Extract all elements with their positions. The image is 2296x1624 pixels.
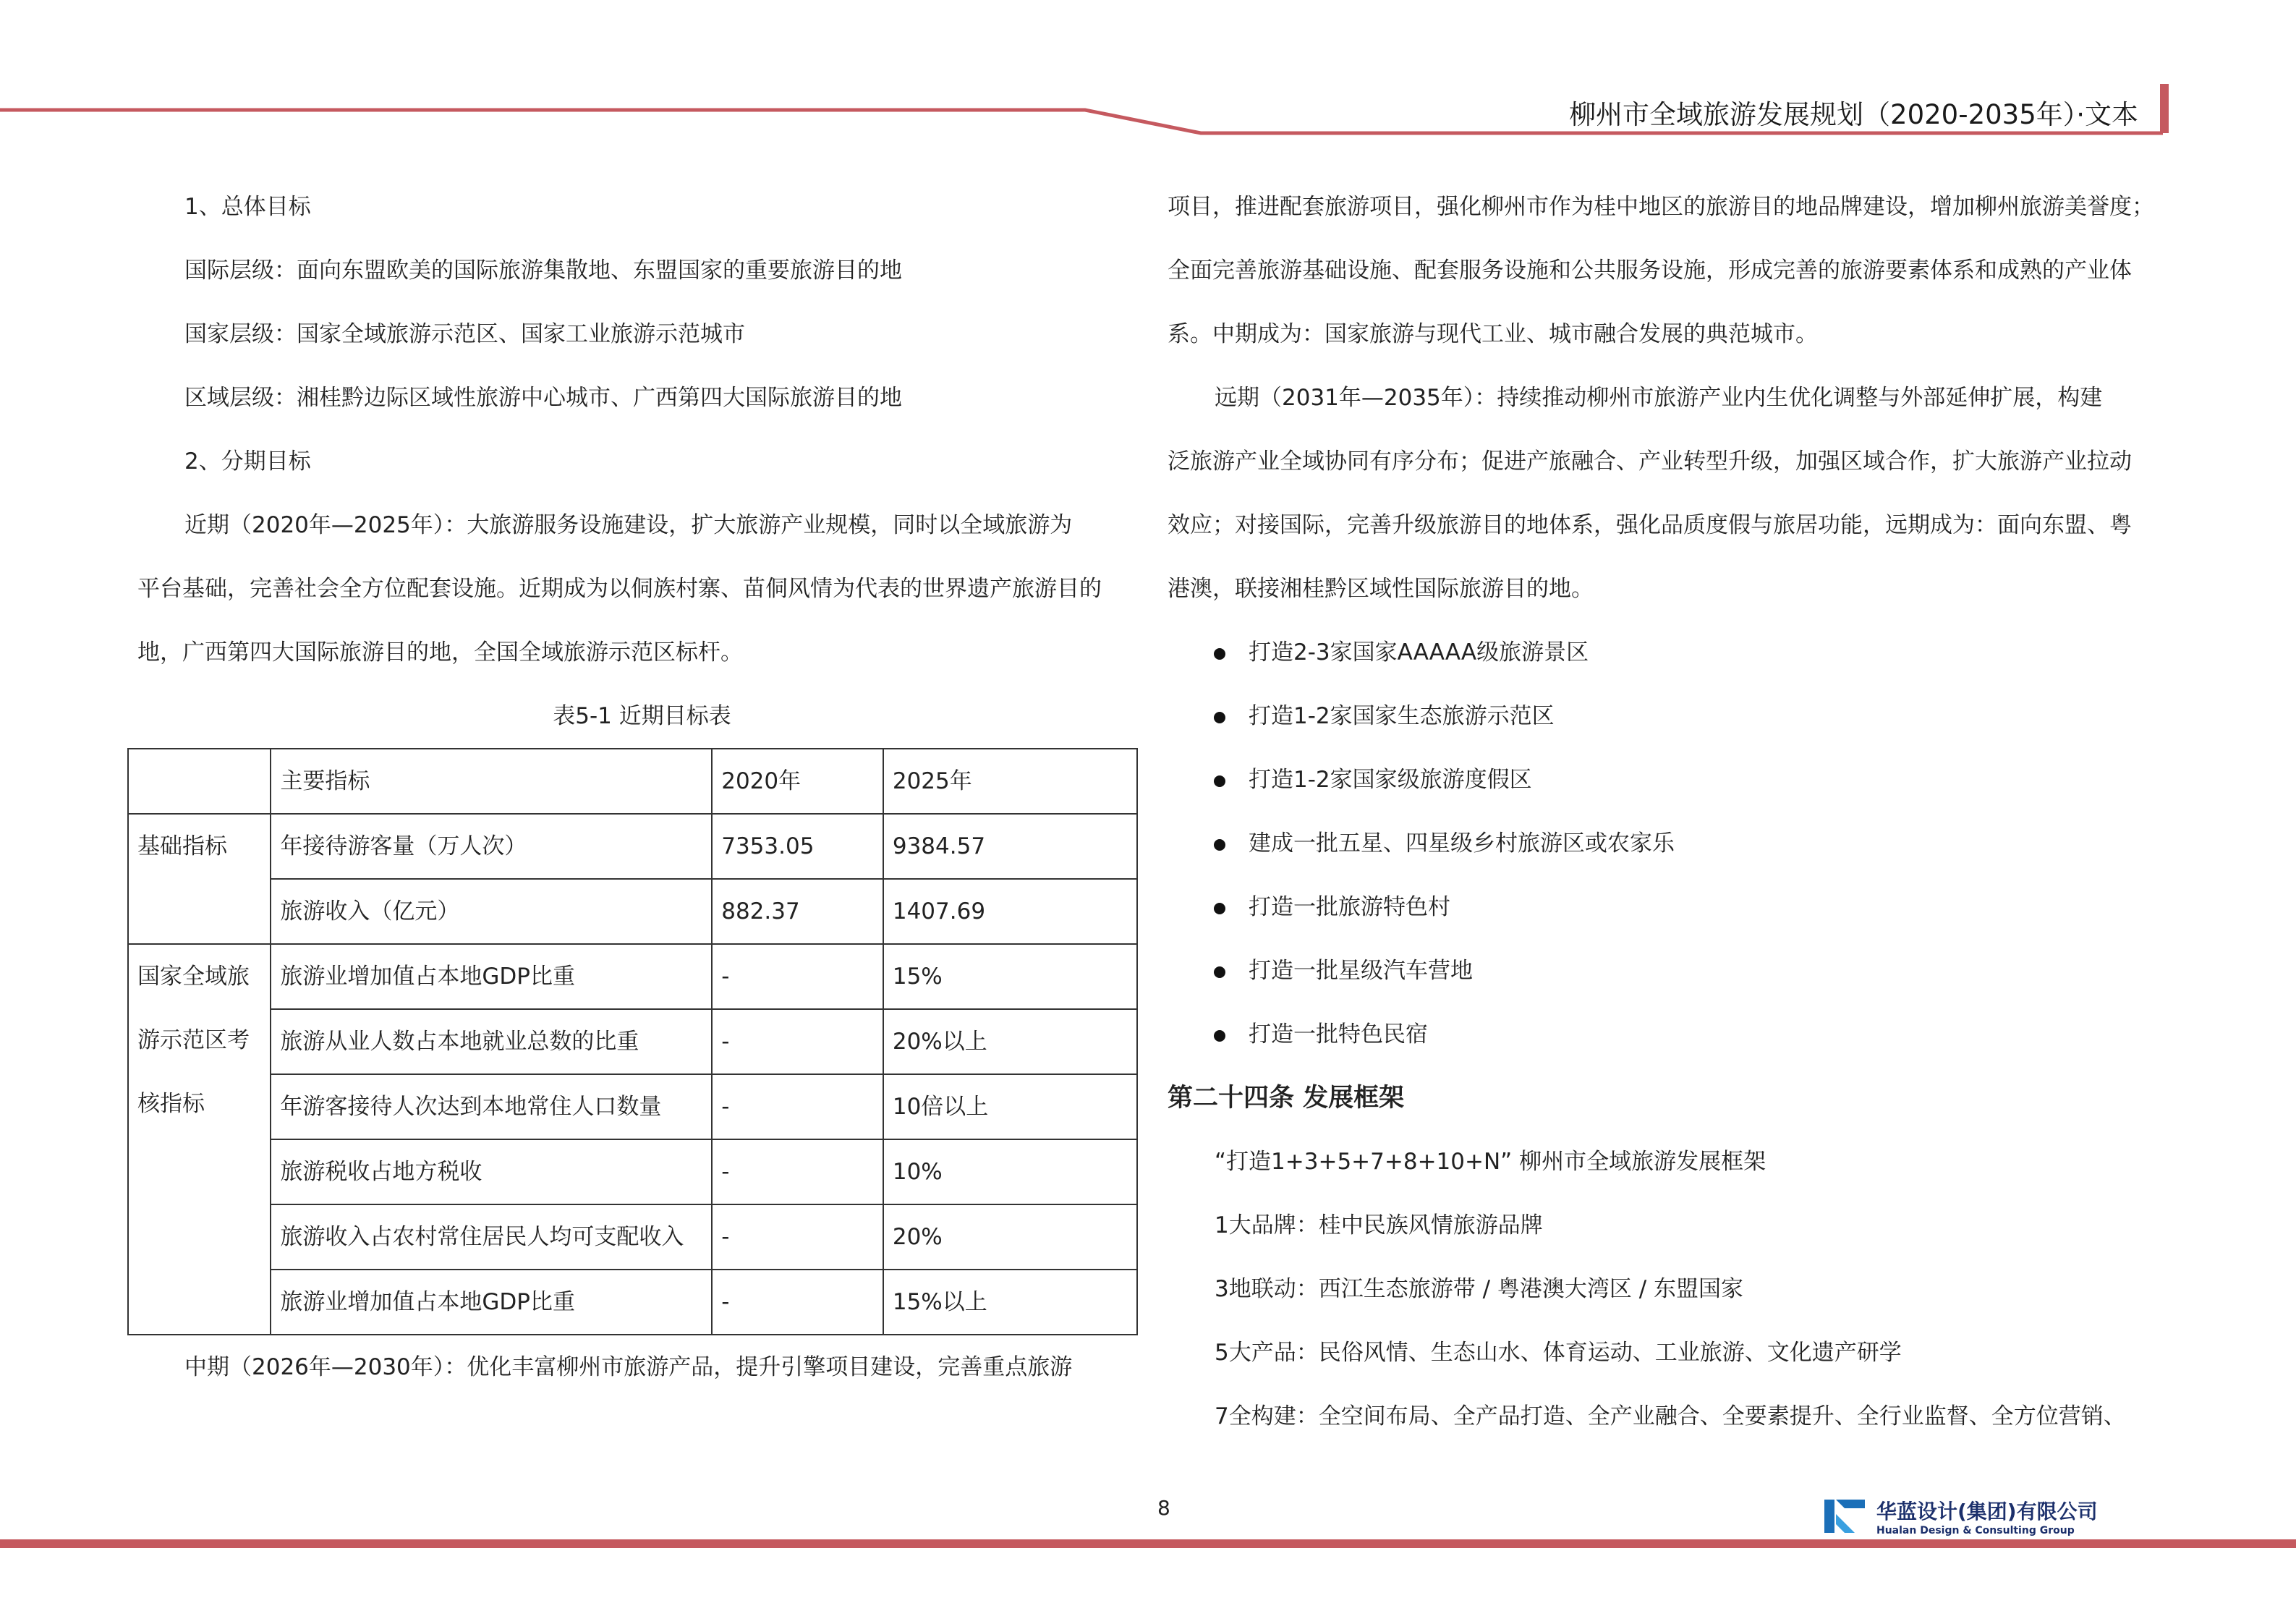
table-row — [128, 1204, 1137, 1270]
table-cell: 20% — [883, 1204, 1137, 1270]
list-item — [1168, 748, 2166, 812]
table-row — [128, 879, 1137, 944]
table-header-cell: 2025年 — [883, 749, 1137, 814]
framework-construction: 7全构建：全空间布局、全产品打造、全产业融合、全要素提升、全行业监督、全方位营销、 — [1215, 1403, 2126, 1429]
table-cell: 10% — [883, 1139, 1137, 1204]
table-cell: 旅游业增加值占本地GDP比重 — [271, 944, 712, 1009]
mid-term-line-3: 全面完善旅游基础设施、配套服务设施和公共服务设施，形成完善的旅游要素体系和成熟的产业体 — [1168, 258, 2132, 284]
table-cell: 882.37 — [712, 879, 883, 944]
target-bullet-list — [1168, 621, 2166, 1066]
table-caption: 表5-1 近期目标表 — [553, 703, 731, 729]
table-header-cell: 主要指标 — [271, 749, 712, 814]
long-term-line-4: 港澳，联接湘桂黔区域性国际旅游目的地。 — [1168, 576, 1594, 602]
long-term-line-2: 泛旅游产业全域协同有序分布；促进产旅融合、产业转型升级，加强区域合作，扩大旅游产业拉动 — [1168, 448, 2132, 475]
list-item — [1168, 1003, 2166, 1066]
table-cell: - — [712, 1009, 883, 1074]
mid-term-line-2: 项目，推进配套旅游项目，强化柳州市作为桂中地区的旅游目的地品牌建设，增加柳州旅游美誉度； — [1168, 194, 2154, 220]
long-term-line-3: 效应；对接国际，完善升级旅游目的地体系，强化品质度假与旅居功能，远期成为：面向东盟、粤 — [1168, 512, 2132, 538]
table-row — [128, 1009, 1137, 1074]
table-row — [128, 814, 1137, 879]
bullet-text: 打造1-2家国家级旅游度假区 — [1249, 767, 1532, 793]
framework-intro: “打造1+3+5+7+8+10+N” 柳州市全域旅游发展框架 — [1215, 1149, 1766, 1175]
left-column — [137, 175, 1136, 1399]
logo-english-name: Hualan Design & Consulting Group — [1876, 1525, 2075, 1536]
list-item — [1168, 939, 2166, 1003]
list-item — [1168, 875, 2166, 939]
table-cell: 7353.05 — [712, 814, 883, 879]
table-cell: 年游客接待人次达到本地常住人口数量 — [271, 1074, 712, 1139]
heading-phased-goal: 2、分期目标 — [184, 448, 311, 475]
mid-term-line-1: 中期（2026年—2030年）：优化丰富柳州市旅游产品，提升引擎项目建设，完善重点旅游 — [184, 1354, 1073, 1380]
table-row — [128, 1074, 1137, 1139]
table-header-row — [128, 749, 1137, 814]
table-cell: 10倍以上 — [883, 1074, 1137, 1139]
table-cell: - — [712, 1270, 883, 1335]
bullet-icon — [1214, 712, 1225, 723]
heading-overall-goal: 1、总体目标 — [184, 194, 311, 220]
section-title: 第二十四条 发展框架 — [1168, 1084, 1405, 1113]
near-term-target-table — [127, 748, 1138, 1335]
logo-chinese-name: 华蓝设计(集团)有限公司 — [1876, 1500, 2098, 1523]
goal-regional: 区域层级：湘桂黔边际区域性旅游中心城市、广西第四大国际旅游目的地 — [184, 385, 902, 411]
framework-brand: 1大品牌：桂中民族风情旅游品牌 — [1215, 1212, 1543, 1238]
table-cell: 20%以上 — [883, 1009, 1137, 1074]
table-group-basic: 基础指标 — [128, 814, 271, 944]
goal-national: 国家层级：国家全域旅游示范区、国家工业旅游示范城市 — [184, 321, 745, 347]
table-cell: 15%以上 — [883, 1270, 1137, 1335]
right-column — [1168, 175, 2166, 1448]
table-cell: 9384.57 — [883, 814, 1137, 879]
header-title: 柳州市全域旅游发展规划（2020-2035年）·文本 — [1569, 99, 2138, 130]
hualan-logo-icon — [1823, 1497, 1868, 1536]
near-term-line-1: 近期（2020年—2025年）：大旅游服务设施建设，扩大旅游产业规模，同时以全域旅游为 — [184, 512, 1073, 538]
table-cell: 旅游从业人数占本地就业总数的比重 — [271, 1009, 712, 1074]
table-cell: 旅游业增加值占本地GDP比重 — [271, 1270, 712, 1335]
framework-linkage: 3地联动：西江生态旅游带 / 粤港澳大湾区 / 东盟国家 — [1215, 1276, 1744, 1302]
table-cell: 旅游收入占农村常住居民人均可支配收入 — [271, 1204, 712, 1270]
bullet-icon — [1214, 966, 1225, 978]
bullet-text: 打造一批旅游特色村 — [1249, 894, 1450, 920]
bullet-icon — [1214, 648, 1225, 660]
mid-term-line-4: 系。中期成为：国家旅游与现代工业、城市融合发展的典范城市。 — [1168, 321, 1818, 347]
table-cell: - — [712, 1074, 883, 1139]
company-logo — [1823, 1496, 2098, 1536]
bullet-icon — [1214, 903, 1225, 914]
near-term-line-3: 地，广西第四大国际旅游目的地，全国全域旅游示范区标杆。 — [137, 639, 743, 666]
long-term-line-1: 远期（2031年—2035年）：持续推动柳州市旅游产业内生优化调整与外部延伸扩展，构建 — [1215, 385, 2103, 411]
framework-products: 5大产品：民俗风情、生态山水、体育运动、工业旅游、文化遗产研学 — [1215, 1340, 1902, 1366]
bullet-text: 打造2-3家国家AAAAA级旅游景区 — [1249, 639, 1589, 666]
table-row — [128, 944, 1137, 1009]
bullet-text: 打造一批星级汽车营地 — [1249, 958, 1473, 984]
page-number: 8 — [1157, 1496, 1170, 1520]
table-cell: 1407.69 — [883, 879, 1137, 944]
table-header-cell: 2020年 — [712, 749, 883, 814]
bullet-text: 建成一批五星、四星级乡村旅游区或农家乐 — [1249, 830, 1675, 856]
table-cell: 旅游税收占地方税收 — [271, 1139, 712, 1204]
table-cell: 年接待游客量（万人次） — [271, 814, 712, 879]
table-cell: 旅游收入（亿元） — [271, 879, 712, 944]
bullet-icon — [1214, 839, 1225, 851]
list-item — [1168, 684, 2166, 748]
table-group-assessment: 国家全域旅游示范区考核指标 — [128, 944, 271, 1335]
bullet-icon — [1214, 1030, 1225, 1042]
bullet-icon — [1214, 775, 1225, 787]
table-cell: - — [712, 1139, 883, 1204]
bullet-text: 打造1-2家国家生态旅游示范区 — [1249, 703, 1555, 729]
table-cell: - — [712, 1204, 883, 1270]
table-row — [128, 1270, 1137, 1335]
table-row — [128, 1139, 1137, 1204]
near-term-line-2: 平台基础，完善社会全方位配套设施。近期成为以侗族村寨、苗侗风情为代表的世界遗产旅游目的 — [137, 576, 1102, 602]
table-cell: 15% — [883, 944, 1137, 1009]
list-item — [1168, 621, 2166, 684]
footer-rule — [0, 1539, 2296, 1548]
table-cell: - — [712, 944, 883, 1009]
goal-international: 国际层级：面向东盟欧美的国际旅游集散地、东盟国家的重要旅游目的地 — [184, 258, 902, 284]
bullet-text: 打造一批特色民宿 — [1249, 1021, 1428, 1047]
list-item — [1168, 812, 2166, 875]
table-header-cell — [128, 749, 271, 814]
